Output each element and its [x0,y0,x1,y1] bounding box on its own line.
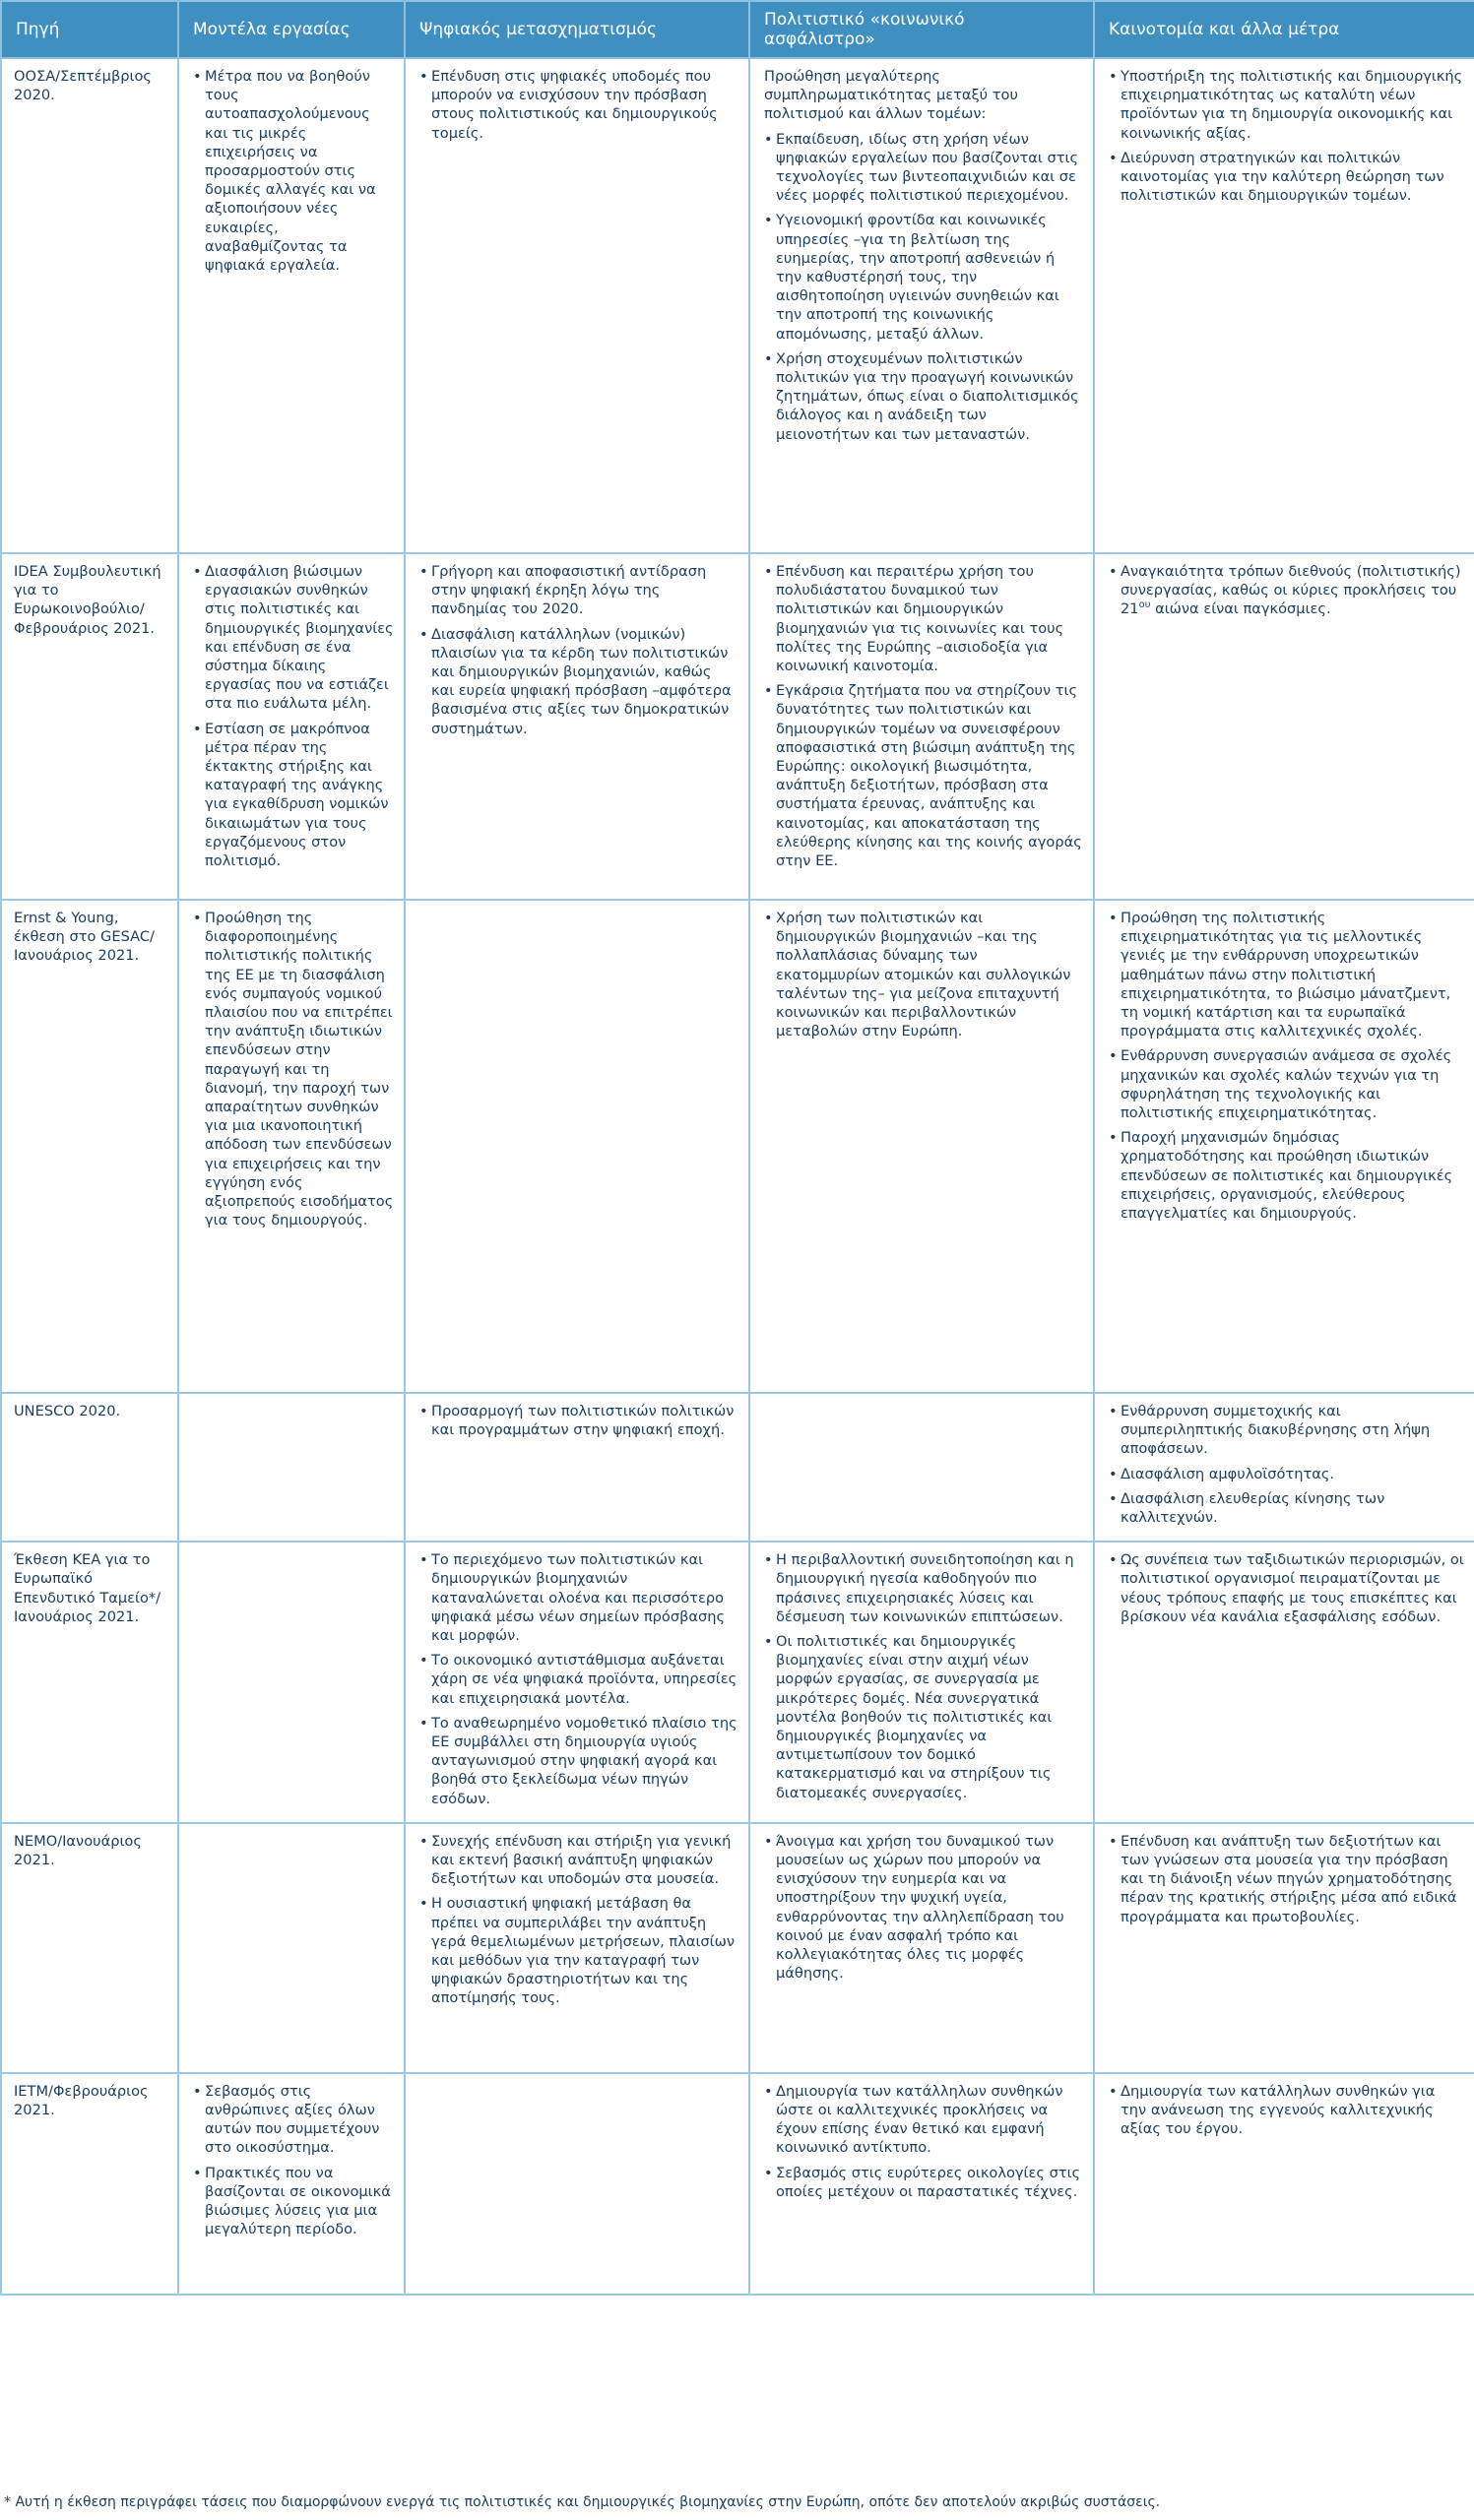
bullet-list [764,2082,1083,2201]
source-cell: Έκθεση KEA για το Ευρωπαϊκό Επενδυτικό Ταμείο*/Ιανουάριος 2021. [1,1542,178,1823]
list-item: • Διεύρυνση στρατηγικών και πολιτικών καινοτομίας για την καλύτερη θεώρηση των πολιτιστικών και δημιουργικών τομέων. [1109,149,1464,206]
digital-cell [405,58,749,553]
table-row [1,58,1474,553]
innovation-cell [1094,553,1474,900]
bullet-list [419,1402,738,1439]
bullet-list [1109,67,1464,205]
innovation-cell [1094,2073,1474,2295]
list-item: • Υγειονομική φροντίδα και κοινωνικές υπηρεσίες –για τη βελτίωση της ευημερίας, την αποτροπή ασθενειών ή την καθυστέρησή τους, την αισθητοποίηση υγιεινών συνηθειών και την αποτροπή της κοινωνικής απομόνωσης, μεταξύ άλλων. [764,211,1083,343]
table-row [1,2073,1474,2295]
innovation-cell [1094,1393,1474,1542]
list-item: • Παροχή μηχανισμών δημόσιας χρηματοδότησης και προώθηση ιδιωτικών επενδύσεων σε πολιτιστικές και δημιουργικές επιχειρήσεις, οργανισμούς, ελεύθερους επαγγελματίες και δημιουργούς. [1109,1128,1464,1223]
work-models-cell [178,1542,405,1823]
social-cell [749,58,1094,553]
digital-cell [405,553,749,900]
list-item: • Δημιουργία των κατάλληλων συνθηκών για την ανάνεωση της εγγενούς καλλιτεχνικής αξίας του έργου. [1109,2082,1464,2139]
header-digital: Ψηφιακός μετασχηματισμός [405,1,749,58]
list-item: • Γρήγορη και αποφασιστική αντίδραση στην ψηφιακή έκρηξη λόγω της πανδημίας του 2020. [419,562,738,619]
footnote: * Αυτή η έκθεση περιγράφει τάσεις που διαμορφώνουν ενεργά τις πολιτιστικές και δημιουργικές βιομηχανίες στην Ευρώπη, οπότε δεν αποτελούν ακριβώς συστάσεις. [4,2494,1161,2510]
list-item: • Δημιουργία των κατάλληλων συνθηκών ώστε οι καλλιτεχνικές προκλήσεις να έχουν επίσης έναν θετικό και εμφανή κοινωνικό αντίκτυπο. [764,2082,1083,2158]
list-item: • Η ουσιαστική ψηφιακή μετάβαση θα πρέπει να συμπεριλάβει την ανάπτυξη γερά θεμελιωμένων μετρήσεων, πλαισίων και μεθόδων για την καταγραφή των ψηφιακών δραστηριοτήτων και της αποτίμησής τους. [419,1894,738,2007]
work-models-cell [178,553,405,900]
table-row [1,1393,1474,1542]
bullet-list [764,130,1083,444]
list-item: • Διασφάλιση βιώσιμων εργασιακών συνθηκών στις πολιτιστικές και δημιουργικές βιομηχανίες και επένδυση σε ένα σύστημα δίκαιης εργασίας που να εστιάζει στα πιο ευάλωτα μέλη. [193,562,394,714]
work-models-cell [178,2073,405,2295]
bullet-list [193,67,394,275]
list-item: • Η περιβαλλοντική συνειδητοποίηση και η δημιουργική ηγεσία καθοδηγούν πιο πράσινες επιχειρησιακές λύσεις και δέσμευση των κοινωνικών επιπτώσεων. [764,1550,1083,1626]
source-cell: ΟΟΣΑ/Σεπτέμβριος 2020. [1,58,178,553]
list-item: • Διασφάλιση κατάλληλων (νομικών) πλαισίων για τα κέρδη των πολιτιστικών και δημιουργικών βιομηχανιών, καθώς και ευρεία ψηφιακή πρόσβαση –αμφότερα βασισμένα στις αξίες των δημοκρατικών συστημάτων. [419,625,738,738]
list-item: • Εγκάρσια ζητήματα που να στηρίζουν τις δυνατότητες των πολιτιστικών και δημιουργικών τομέων να συνεισφέρουν αποφασιστικά στη βιώσιμη ανάπτυξη της Ευρώπης: οικολογική βιωσιμότητα, ανάπτυξη δεξιοτήτων, πρόσβαση στα συστήματα έρευνας, ανάπτυξης και καινοτομίας, και αποκατάσταση της ελεύθερης κίνησης και της κοινής αγοράς στην ΕΕ. [764,681,1083,870]
bullet-list [1109,1832,1464,1926]
list-item: • Προώθηση της διαφοροποιημένης πολιτιστικής πολιτικής της ΕΕ με τη διασφάλιση ενός συμπαγούς νομικού πλαισίου που να επιτρέπει την ανάπτυξη ιδιωτικών επενδύσεων στην παραγωγή και τη διανομή, την παροχή των απαραίτητων συνθηκών για μια ικανοποιητική απόδοση των επενδύσεων για επιχειρήσεις και την εγγύηση ενός αξιοπρεπούς εισοδήματος για τους δημιουργούς. [193,909,394,1229]
bullet-list [764,1832,1083,1984]
list-item: • Εστίαση σε μακρόπνοα μέτρα πέραν της έκτακτης στήριξης και καταγραφή της ανάγκης για εγκαθίδρυση νομικών δικαιωμάτων για τους εργαζόμενους στον πολιτισμό. [193,720,394,871]
bullet-list [764,562,1083,870]
list-item: • Χρήση των πολιτιστικών και δημιουργικών βιομηχανιών –και της πολλαπλάσιας δύναμης των εκατομμυρίων ατομικών και συλλογικών ταλέντων της– για μείζονα επιταχυντή κοινωνικών και περιβαλλοντικών μεταβολών στην Ευρώπη. [764,909,1083,1040]
table-row [1,553,1474,900]
list-item: • Επένδυση και περαιτέρω χρήση του πολυδιάστατου δυναμικού των πολιτιστικών και δημιουργικών βιομηχανιών για τις κοινωνίες και τους πολίτες της Ευρώπης –αισιοδοξία για κοινωνική καινοτομία. [764,562,1083,675]
work-models-cell [178,58,405,553]
bullet-list [193,909,394,1229]
social-cell [749,2073,1094,2295]
list-item: • Άνοιγμα και χρήση του δυναμικού των μουσείων ως χώρων που μπορούν να ενισχύσουν την ευημερία και να υποστηρίξουν την ψυχική υγεία, ενθαρρύνοντας την αλληλεπίδραση του κοινού με έναν ασφαλή τρόπο και κολλεγιακότητας όλες τις μορφές μάθησης. [764,1832,1083,1984]
bullet-list [1109,909,1464,1223]
bullet-list [419,67,738,143]
list-item: • Χρήση στοχευμένων πολιτιστικών πολιτικών για την προαγωγή κοινωνικών ζητημάτων, όπως είναι ο διαπολιτισμικός διάλογος και η ανάδειξη των μειονοτήτων και των μεταναστών. [764,349,1083,444]
innovation-cell [1094,1542,1474,1823]
social-cell [749,1393,1094,1542]
bullet-list [193,2082,394,2239]
work-models-cell [178,900,405,1393]
list-item: • Υποστήριξη της πολιτιστικής και δημιουργικής επιχειρηματικότητας ως καταλύτη νέων προϊόντων για τη δημιουργία οικονομικής και κοινωνικής αξίας. [1109,67,1464,143]
work-models-cell [178,1823,405,2073]
digital-cell [405,1393,749,1542]
list-item: • Επένδυση στις ψηφιακές υποδομές που μπορούν να ενισχύσουν την πρόσβαση στους πολιτιστικούς και δημιουργικούς τομείς. [419,67,738,143]
source-cell: NEMO/Ιανουάριος 2021. [1,1823,178,2073]
social-cell [749,1542,1094,1823]
social-cell [749,900,1094,1393]
bullet-list [1109,1402,1464,1527]
bullet-list [419,1832,738,2008]
header-social: Πολιτιστικό «κοινωνικό ασφάλιστρο» [749,1,1094,58]
list-item: • Επένδυση και ανάπτυξη των δεξιοτήτων και των γνώσεων στα μουσεία για την πρόσβαση και τη διάνοιξη νέων πηγών χρηματοδότησης πέραν της κρατικής στήριξης μέσα από ειδικά προγράμματα και πρωτοβουλίες. [1109,1832,1464,1926]
list-item: • Μέτρα που να βοηθούν τους αυτοαπασχολούμενους και τις μικρές επιχειρήσεις να προσαρμοστούν στις δομικές αλλαγές και να αξιοποιήσουν νέες ευκαιρίες, αναβαθμίζοντας τα ψηφιακά εργαλεία. [193,67,394,275]
bullet-list [419,562,738,738]
table-row [1,1823,1474,2073]
header-source: Πηγή [1,1,178,58]
source-cell: Ernst & Young, έκθεση στο GESAC/Ιανουάριος 2021. [1,900,178,1393]
source-cell: UNESCO 2020. [1,1393,178,1542]
list-item: • Προσαρμογή των πολιτιστικών πολιτικών και προγραμμάτων στην ψηφιακή εποχή. [419,1402,738,1439]
header-innovation: Καινοτομία και άλλα μέτρα [1094,1,1474,58]
list-item: • Οι πολιτιστικές και δημιουργικές βιομηχανίες είναι στην αιχμή νέων μορφών εργασίας, σε συνεργασία με μικρότερες δομές. Νέα συνεργατικά μοντέλα βοηθούν τις πολιτιστικές και δημιουργικές βιομηχανίες να αντιμετωπίσουν τον δομικό κατακερματισμό και να στηρίξουν τις διατομεακές συνεργασίες. [764,1632,1083,1802]
bullet-list [764,1550,1083,1802]
list-item: • Το αναθεωρημένο νομοθετικό πλαίσιο της ΕΕ συμβάλλει στη δημιουργία υγιούς ανταγωνισμού στην ψηφιακή αγορά και βοηθά στο ξεκλείδωμα νέων πηγών εσόδων. [419,1714,738,1808]
bullet-list [1109,2082,1464,2139]
list-item: • Ως συνέπεια των ταξιδιωτικών περιορισμών, οι πολιτιστικοί οργανισμοί πειραματίζονται με νέους τρόπους επαφής με τους επισκέπτες και βρίσκουν νέα κανάλια εξασφάλισης εσόδων. [1109,1550,1464,1626]
table-row [1,1542,1474,1823]
list-item: • Διασφάλιση ελευθερίας κίνησης των καλλιτεχνών. [1109,1489,1464,1527]
innovation-cell [1094,900,1474,1393]
list-item: • Σεβασμός στις ανθρώπινες αξίες όλων αυτών που συμμετέχουν στο οικοσύστημα. [193,2082,394,2158]
list-item: • Το οικονομικό αντιστάθμισμα αυξάνεται χάρη σε νέα ψηφιακά προϊόντα, υπηρεσίες και επιχειρησιακά μοντέλα. [419,1651,738,1708]
bullet-list [419,1550,738,1808]
digital-cell [405,1542,749,1823]
source-cell: IETM/Φεβρουάριος 2021. [1,2073,178,2295]
digital-cell [405,1823,749,2073]
social-cell [749,1823,1094,2073]
innovation-cell [1094,1823,1474,2073]
digital-cell [405,900,749,1393]
bullet-list [764,909,1083,1040]
list-item: • Ενθάρρυνση συμμετοχικής και συμπεριληπτικής διακυβέρνησης στη λήψη αποφάσεων. [1109,1402,1464,1459]
list-item: • Προώθηση της πολιτιστικής επιχειρηματικότητας για τις μελλοντικές γενιές με την ενθάρρυνση υποχρεωτικών μαθημάτων πάνω στην πολιτιστική επιχειρηματικότητα, το βιώσιμο μάνατζμεντ, τη νομική κατάρτιση και τα ευρωπαϊκά προγράμματα στις καλλιτεχνικές σχολές. [1109,909,1464,1040]
bullet-list [1109,1550,1464,1626]
social-lead-text: Προώθηση μεγαλύτερης συμπληρωματικότητας μεταξύ του πολιτισμού και άλλων τομέων: [764,68,1018,123]
header-row [1,1,1474,58]
list-item: • Εκπαίδευση, ιδίως στη χρήση νέων ψηφιακών εργαλείων που βασίζονται στις τεχνολογίες των βιντεοπαιχνιδιών και σε νέες μορφές πολιτιστικού περιεχομένου. [764,130,1083,206]
list-item: • Συνεχής επένδυση και στήριξη για γενική και εκτενή βασική ανάπτυξη ψηφιακών δεξιοτήτων και υποδομών στα μουσεία. [419,1832,738,1889]
list-item: • Σεβασμός στις ευρύτερες οικολογίες στις οποίες μετέχουν οι παραστατικές τέχνες. [764,2164,1083,2201]
list-item: • Το περιεχόμενο των πολιτιστικών και δημιουργικών βιομηχανιών καταναλώνεται ολοένα και περισσότερο ψηφιακά μέσω νέων σημείων πρόσβασης και μορφών. [419,1550,738,1645]
list-item: • Διασφάλιση αμφυλοϊσότητας. [1109,1465,1464,1483]
work-models-cell [178,1393,405,1542]
header-work-models: Μοντέλα εργασίας [178,1,405,58]
list-item: • Πρακτικές που να βασίζονται σε οικονομικά βιώσιμες λύσεις για μια μεγαλύτερη περίοδο. [193,2164,394,2239]
source-cell: IDEA Συμβουλευτική για το Ευρωκοινοβούλιο/Φεβρουάριος 2021. [1,553,178,900]
digital-cell [405,2073,749,2295]
innovation-cell [1094,58,1474,553]
list-item: • Αναγκαιότητα τρόπων διεθνούς (πολιτιστικής) συνεργασίας, καθώς οι κύριες προκλήσεις του $21^{o\upsilon}$ αιώνα είναι παγκόσμιες. [1109,562,1464,619]
list-item: • Ενθάρρυνση συνεργασιών ανάμεσα σε σχολές μηχανικών και σχολές καλών τεχνών για τη σφυρηλάτηση της τεχνολογικής και πολιτιστικής επιχειρηματικότητας. [1109,1046,1464,1122]
table-row [1,900,1474,1393]
bullet-list [1109,562,1464,619]
social-cell [749,553,1094,900]
bullet-list [193,562,394,870]
